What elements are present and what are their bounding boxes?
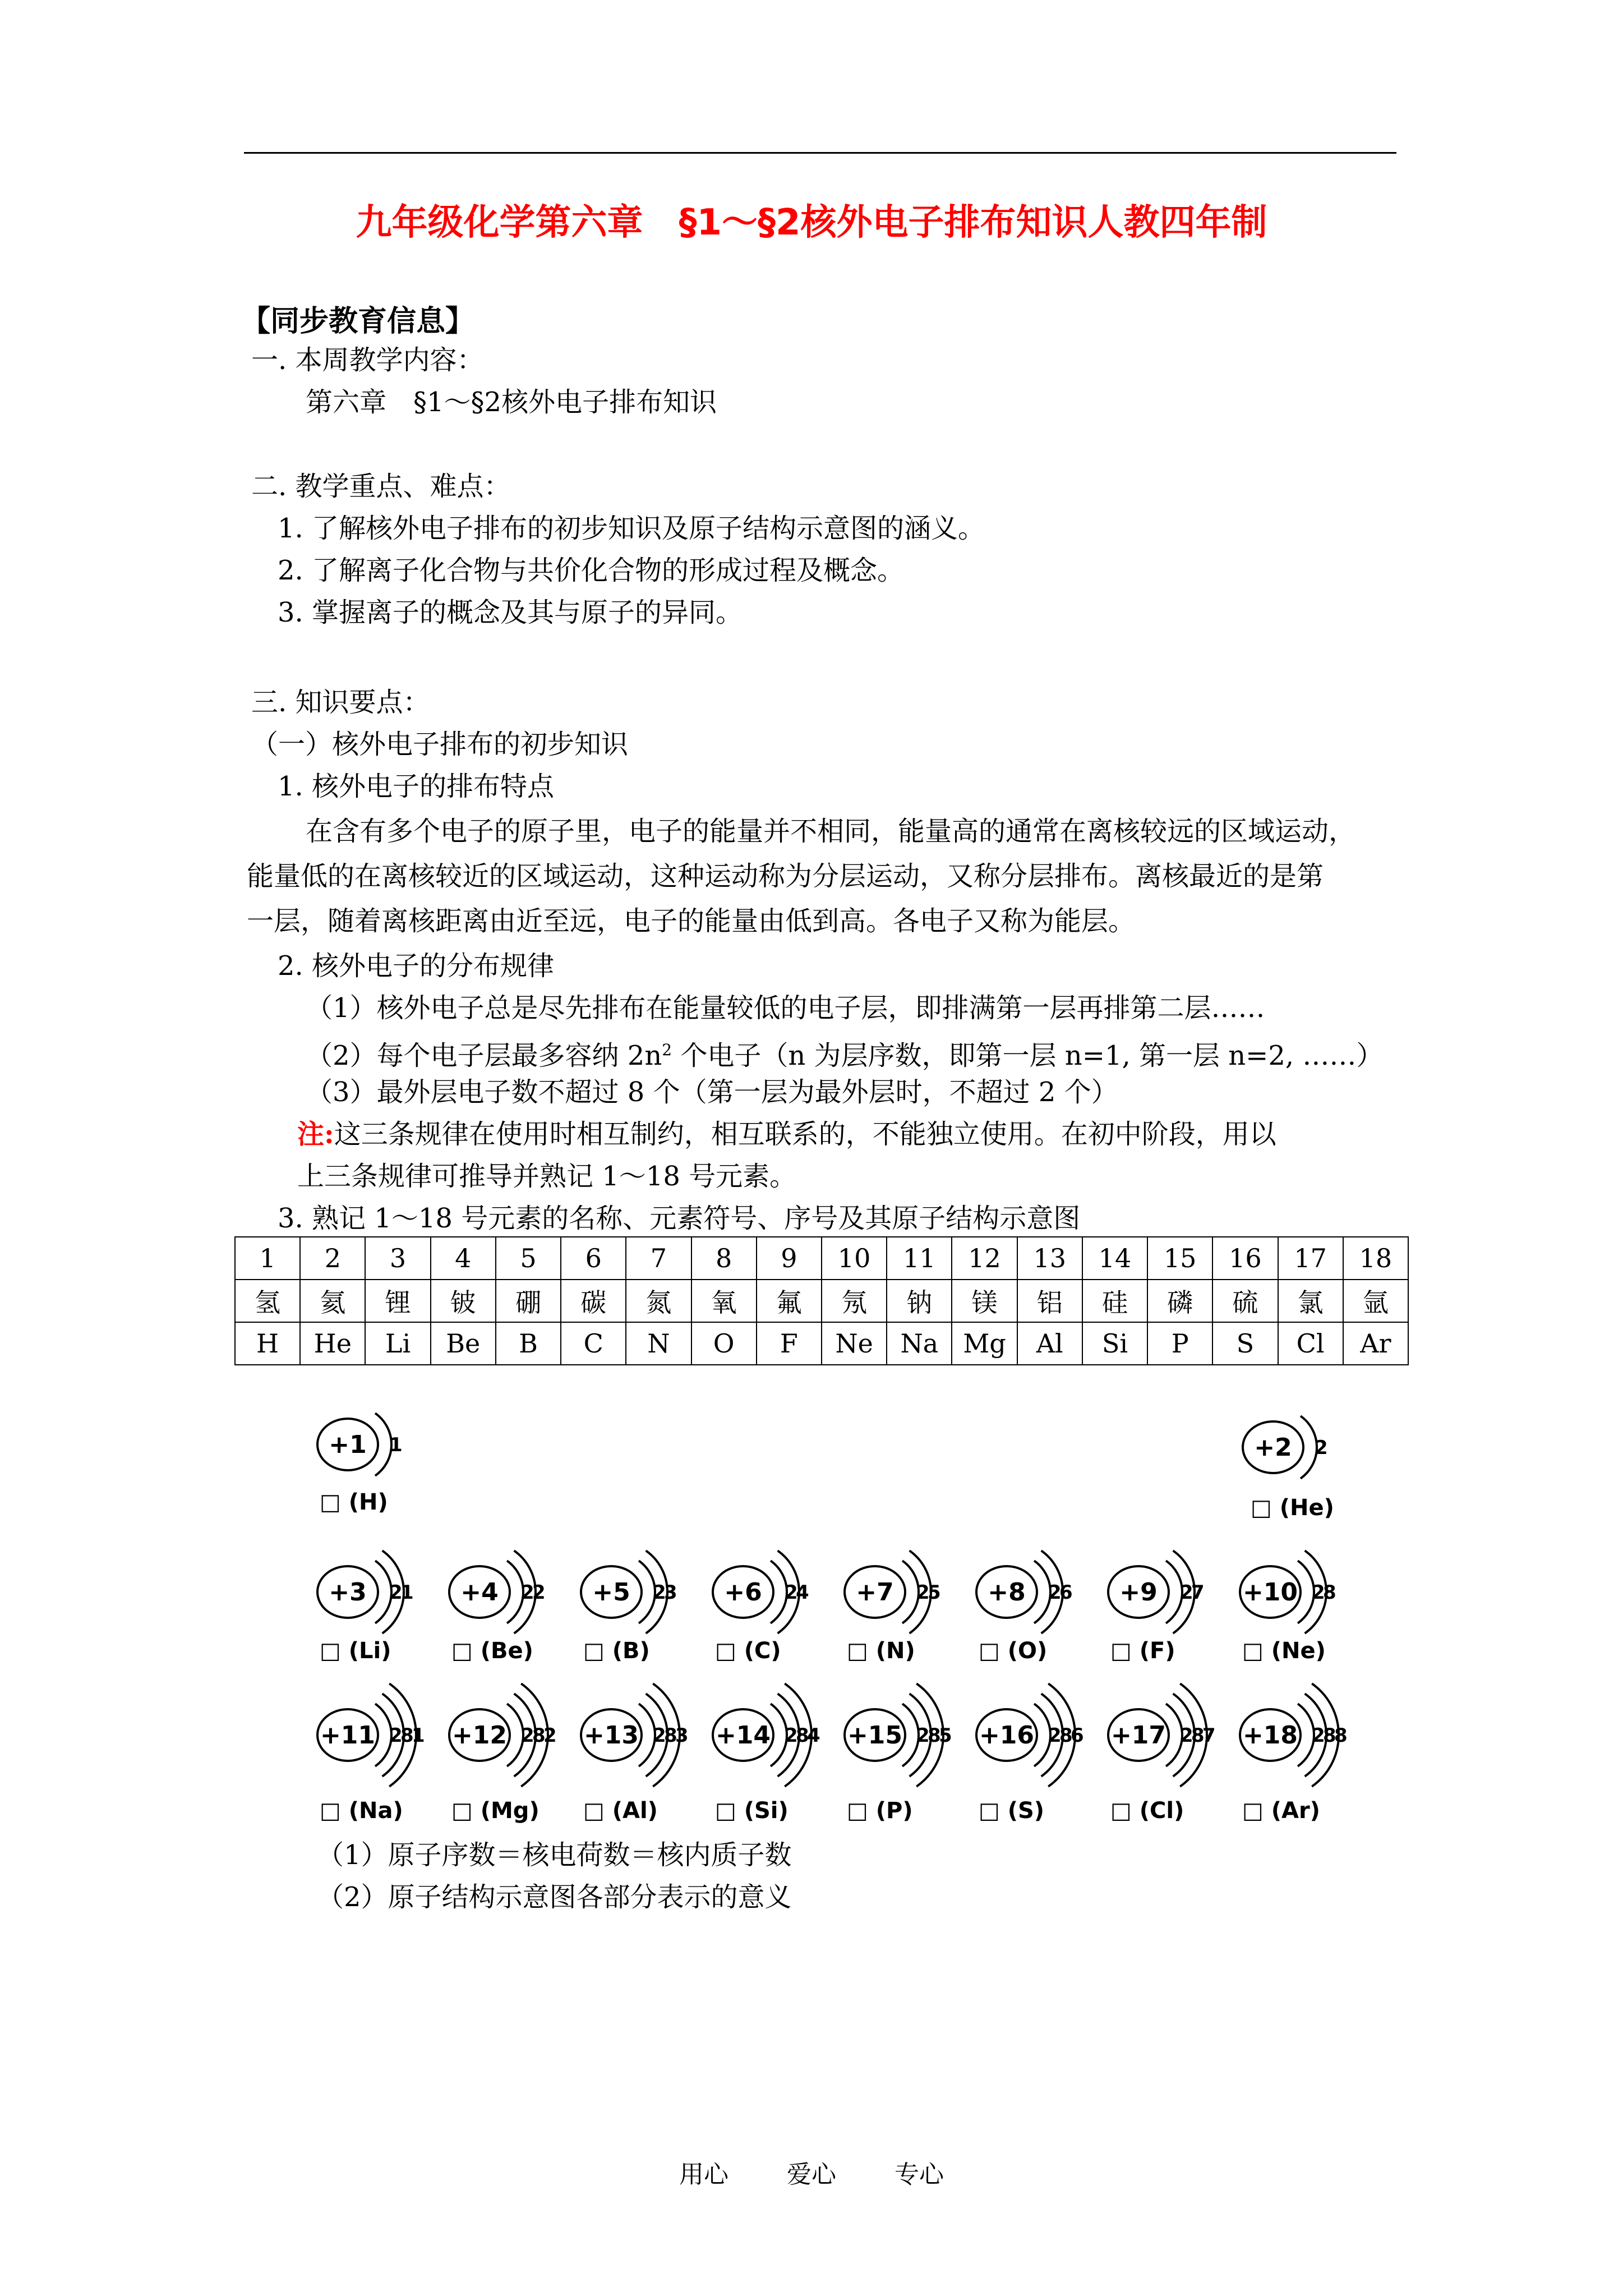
element-name-cell: 氟 [757, 1280, 822, 1322]
nucleus-charge: +14 [715, 1721, 771, 1750]
atom-caption: □ (Ar) [1242, 1798, 1320, 1824]
p1-line: 在含有多个电子的原子里，电子的能量并不相同，能量高的通常在离核较远的区域运动， [306, 816, 1356, 847]
shell-electron-count: 4 [807, 1724, 820, 1747]
electron-shell-arc [375, 1704, 391, 1766]
electron-shell-arc [1305, 1694, 1326, 1776]
element-number-cell: 16 [1212, 1237, 1278, 1280]
element-symbol-cell: B [496, 1322, 561, 1365]
element-symbol-cell: Li [365, 1322, 430, 1365]
electron-shell-arc [1166, 1704, 1182, 1766]
element-number-cell: 12 [952, 1237, 1017, 1280]
electron-shell-arc [1173, 1550, 1195, 1633]
shell-electron-count: 8 [1334, 1724, 1348, 1747]
p1-line: 一层，随着离核距离由近至远，电子的能量由低到高。各电子又称为能层。 [247, 905, 1136, 937]
conclusion-1: （1）原子序数＝核电荷数＝核内质子数 [317, 1839, 792, 1871]
note: 注:这三条规律在使用时相互制约，相互联系的，不能独立使用。在初中阶段，用以 [297, 1119, 1276, 1150]
electron-shell-arc [521, 1683, 548, 1786]
element-number-row [235, 1237, 1408, 1280]
element-symbol-cell: N [626, 1322, 691, 1365]
electron-shell-arc [514, 1550, 536, 1633]
nucleus-circle [1240, 1566, 1301, 1618]
shell-electron-count: 2 [785, 1724, 798, 1747]
nucleus-charge: +15 [847, 1721, 903, 1750]
element-number-cell: 1 [235, 1237, 300, 1280]
electron-shell-arc [382, 1550, 404, 1633]
atom-caption: □ (Cl) [1110, 1798, 1184, 1824]
electron-shell-arc [902, 1704, 919, 1766]
element-symbol-cell: Cl [1278, 1322, 1343, 1365]
electron-shell-arc [910, 1550, 931, 1633]
electron-shell-arc [653, 1683, 680, 1786]
atom-caption: □ (Si) [715, 1798, 789, 1824]
element-number-cell: 18 [1343, 1237, 1408, 1280]
shell-electron-count: 2 [1312, 1581, 1325, 1604]
atom-caption: □ (B) [583, 1638, 650, 1664]
electron-shell-arc [902, 1561, 919, 1623]
shell-electron-count: 2 [916, 1581, 930, 1604]
nucleus-charge: +18 [1242, 1721, 1298, 1750]
nucleus-circle [317, 1709, 378, 1761]
shell-electron-count: 2 [543, 1724, 557, 1747]
element-number-cell: 7 [626, 1237, 691, 1280]
nucleus-circle [976, 1566, 1037, 1618]
element-table [234, 1236, 1409, 1365]
atom-caption: □ (C) [715, 1638, 781, 1664]
electron-shell-arc [507, 1561, 523, 1623]
shell-electron-count: 2 [1180, 1724, 1193, 1747]
element-number-cell: 5 [496, 1237, 561, 1280]
p1-heading: 1. 核外电子的排布特点 [278, 771, 555, 802]
shell-electron-count: 8 [1059, 1724, 1073, 1747]
shell-electron-count: 8 [664, 1724, 677, 1747]
atom-caption: □ (Mg) [451, 1798, 540, 1824]
shell-electron-count: 6 [1071, 1724, 1084, 1747]
shell-electron-count: 1 [412, 1724, 425, 1747]
shell-electron-count: 2 [389, 1581, 403, 1604]
nucleus-charge: +11 [320, 1721, 376, 1750]
element-symbol-cell: Si [1082, 1322, 1147, 1365]
s2-item: 1. 了解核外电子排布的初步知识及原子结构示意图的涵义。 [278, 513, 985, 544]
shell-electron-count: 2 [1180, 1581, 1193, 1604]
electron-shell-arc [1298, 1561, 1314, 1623]
note-continued: 上三条规律可推导并熟记 1～18 号元素。 [297, 1161, 797, 1192]
element-name-cell: 锂 [365, 1280, 430, 1322]
element-symbol-cell: F [757, 1322, 822, 1365]
shell-electron-count: 3 [664, 1581, 677, 1604]
rule-3: （3）最外层电子数不超过 8 个（第一层为最外层时，不超过 2 个） [306, 1076, 1118, 1108]
element-name-cell: 硫 [1212, 1280, 1278, 1322]
element-name-cell: 磷 [1147, 1280, 1212, 1322]
electron-shell-arc [646, 1694, 667, 1776]
electron-shell-arc [639, 1561, 655, 1623]
atom-caption: □ (S) [979, 1798, 1045, 1824]
nucleus-charge: +10 [1242, 1578, 1298, 1607]
electron-shell-arc [1034, 1704, 1050, 1766]
shell-electron-count: 6 [1059, 1581, 1073, 1604]
element-name-cell: 氯 [1278, 1280, 1343, 1322]
shell-electron-count: 2 [1048, 1581, 1062, 1604]
element-number-cell: 9 [757, 1237, 822, 1280]
element-name-cell: 铍 [431, 1280, 496, 1322]
nucleus-circle [713, 1709, 773, 1761]
electron-shell-arc [1166, 1561, 1182, 1623]
electron-shell-arc [1048, 1683, 1075, 1786]
atom-caption: □ (F) [1110, 1638, 1175, 1664]
shell-electron-count: 2 [532, 1581, 546, 1604]
electron-shell-arc [1312, 1683, 1339, 1786]
nucleus-circle [1243, 1421, 1303, 1473]
electron-shell-arc [389, 1683, 416, 1786]
atom-caption: □ (Al) [583, 1798, 658, 1824]
shell-electron-count: 3 [675, 1724, 689, 1747]
s1-content: 第六章 §1～§2核外电子排布知识 [306, 386, 717, 418]
electron-shell-arc [1034, 1561, 1050, 1623]
shell-electron-count: 8 [400, 1724, 414, 1747]
element-name-cell: 氢 [235, 1280, 300, 1322]
shell-electron-count: 1 [400, 1581, 414, 1604]
element-name-cell: 氮 [626, 1280, 691, 1322]
nucleus-circle [449, 1709, 510, 1761]
element-symbol-cell: O [691, 1322, 757, 1365]
element-name-cell: 氩 [1343, 1280, 1408, 1322]
element-number-cell: 2 [300, 1237, 365, 1280]
element-number-cell: 15 [1147, 1237, 1212, 1280]
electron-shell-arc [916, 1683, 943, 1786]
atom-caption: □ (H) [320, 1489, 388, 1515]
section-header: 【同步教育信息】 [241, 305, 475, 338]
electron-shell-arc [910, 1694, 931, 1776]
element-symbol-cell: H [235, 1322, 300, 1365]
element-number-cell: 4 [431, 1237, 496, 1280]
s3-heading: 三. 知识要点： [251, 687, 430, 718]
page-footer: 用心 爱心 专心 [679, 2160, 944, 2189]
electron-shell-arc [1305, 1550, 1326, 1633]
p1-line: 能量低的在离核较近的区域运动，这种运动称为分层运动，又称分层排布。离核最近的是第 [247, 861, 1324, 892]
element-symbol-cell: Ar [1343, 1322, 1408, 1365]
electron-shell-arc [375, 1561, 391, 1623]
nucleus-circle [713, 1566, 773, 1618]
element-symbol-cell: Be [431, 1322, 496, 1365]
element-number-cell: 14 [1082, 1237, 1147, 1280]
nucleus-charge: +6 [724, 1578, 762, 1607]
element-name-cell: 氧 [691, 1280, 757, 1322]
element-symbol-row [235, 1322, 1408, 1365]
element-name-cell: 氦 [300, 1280, 365, 1322]
p2-heading: 2. 核外电子的分布规律 [278, 950, 555, 982]
nucleus-circle [581, 1566, 642, 1618]
nucleus-charge: +2 [1254, 1433, 1292, 1462]
shell-electron-count: 7 [1202, 1724, 1216, 1747]
shell-electron-count: 2 [916, 1724, 930, 1747]
element-number-cell: 6 [561, 1237, 626, 1280]
element-name-row [235, 1280, 1408, 1322]
nucleus-circle [976, 1709, 1037, 1761]
shell-electron-count: 2 [1048, 1724, 1062, 1747]
electron-shell-arc [778, 1694, 799, 1776]
electron-shell-arc [382, 1694, 404, 1776]
nucleus-charge: +13 [583, 1721, 639, 1750]
nucleus-circle [845, 1566, 905, 1618]
element-number-cell: 8 [691, 1237, 757, 1280]
p3-heading: 3. 熟记 1～18 号元素的名称、元素符号、序号及其原子结构示意图 [278, 1203, 1081, 1234]
shell-electron-count: 7 [1191, 1581, 1205, 1604]
shell-electron-count: 2 [389, 1724, 403, 1747]
nucleus-charge: +3 [329, 1578, 367, 1607]
nucleus-charge: +1 [329, 1430, 367, 1459]
atom-caption: □ (N) [847, 1638, 915, 1664]
s2-item: 3. 掌握离子的概念及其与原子的异同。 [278, 597, 743, 628]
electron-shell-arc [507, 1704, 523, 1766]
nucleus-charge: +17 [1110, 1721, 1166, 1750]
shell-electron-count: 1 [389, 1434, 403, 1456]
s1-heading: 一. 本周教学内容： [251, 344, 484, 376]
element-name-cell: 氖 [822, 1280, 887, 1322]
s2-item: 2. 了解离子化合物与共价化合物的形成过程及概念。 [278, 555, 905, 586]
electron-shell-arc [1173, 1694, 1195, 1776]
nucleus-charge: +9 [1119, 1578, 1158, 1607]
nucleus-circle [317, 1566, 378, 1618]
shell-electron-count: 2 [653, 1581, 666, 1604]
rule-1: （1）核外电子总是尽先排布在能量较低的电子层，即排满第一层再排第二层…… [306, 992, 1265, 1024]
atom-caption: □ (P) [847, 1798, 913, 1824]
element-name-cell: 碳 [561, 1280, 626, 1322]
electron-shell-arc [375, 1413, 391, 1475]
header-rule [244, 152, 1396, 154]
atom-caption: □ (Ne) [1242, 1638, 1326, 1664]
rule-2: （2）每个电子层最多容纳 $2n^2$ 个电子（n 为层序数，即第一层 n=1, 第一层 n=2, ……） [306, 1040, 1384, 1071]
element-symbol-cell: Ne [822, 1322, 887, 1365]
element-symbol-cell: Na [887, 1322, 952, 1365]
element-symbol-cell: C [561, 1322, 626, 1365]
shell-electron-count: 2 [653, 1724, 666, 1747]
page-title: 九年级化学第六章 §1～§2核外电子排布知识人教四年制 [356, 202, 1267, 243]
atom-caption: □ (O) [979, 1638, 1048, 1664]
element-number-cell: 13 [1017, 1237, 1082, 1280]
shell-electron-count: 8 [928, 1724, 941, 1747]
element-symbol-cell: Mg [952, 1322, 1017, 1365]
nucleus-circle [1108, 1709, 1169, 1761]
element-name-cell: 硅 [1082, 1280, 1147, 1322]
shell-electron-count: 8 [532, 1724, 546, 1747]
electron-shell-arc [1041, 1550, 1063, 1633]
shell-electron-count: 8 [796, 1724, 809, 1747]
shell-electron-count: 5 [939, 1724, 952, 1747]
element-symbol-cell: P [1147, 1322, 1212, 1365]
shell-electron-count: 8 [1323, 1724, 1336, 1747]
atom-caption: □ (Li) [320, 1638, 391, 1664]
element-number-cell: 3 [365, 1237, 430, 1280]
shell-electron-count: 2 [785, 1581, 798, 1604]
shell-electron-count: 2 [1315, 1437, 1328, 1459]
nucleus-charge: +7 [856, 1578, 894, 1607]
electron-shell-arc [646, 1550, 667, 1633]
shell-electron-count: 2 [521, 1724, 534, 1747]
nucleus-charge: +8 [988, 1578, 1026, 1607]
shell-electron-count: 8 [1323, 1581, 1336, 1604]
element-name-cell: 镁 [952, 1280, 1017, 1322]
s2-heading: 二. 教学重点、难点： [251, 471, 511, 502]
electron-shell-arc [771, 1561, 787, 1623]
electron-shell-arc [639, 1704, 655, 1766]
element-number-cell: 17 [1278, 1237, 1343, 1280]
electron-shell-arc [1180, 1683, 1207, 1786]
nucleus-circle [1108, 1566, 1169, 1618]
nucleus-circle [449, 1566, 510, 1618]
nucleus-charge: +16 [979, 1721, 1035, 1750]
nucleus-charge: +4 [460, 1578, 499, 1607]
conclusion-2: （2）原子结构示意图各部分表示的意义 [317, 1881, 792, 1913]
nucleus-circle [317, 1419, 378, 1470]
nucleus-charge: +5 [592, 1578, 630, 1607]
nucleus-circle [1240, 1709, 1301, 1761]
atom-caption: □ (Na) [320, 1798, 403, 1824]
shell-electron-count: 8 [1191, 1724, 1205, 1747]
element-number-cell: 11 [887, 1237, 952, 1280]
electron-shell-arc [1298, 1704, 1314, 1766]
shell-electron-count: 4 [796, 1581, 809, 1604]
atom-caption: □ (He) [1251, 1495, 1334, 1521]
note-label: 注: [297, 1119, 334, 1150]
nucleus-circle [581, 1709, 642, 1761]
element-number-cell: 10 [822, 1237, 887, 1280]
element-name-cell: 钠 [887, 1280, 952, 1322]
element-symbol-cell: Al [1017, 1322, 1082, 1365]
electron-shell-arc [785, 1683, 811, 1786]
s3-subheading: （一）核外电子排布的初步知识 [251, 729, 629, 760]
electron-shell-arc [1041, 1694, 1063, 1776]
nucleus-circle [845, 1709, 905, 1761]
element-symbol-cell: He [300, 1322, 365, 1365]
element-name-cell: 铝 [1017, 1280, 1082, 1322]
element-symbol-cell: S [1212, 1322, 1278, 1365]
shell-electron-count: 5 [928, 1581, 941, 1604]
electron-shell-arc [771, 1704, 787, 1766]
electron-shell-arc [514, 1694, 536, 1776]
electron-shell-arc [1301, 1416, 1317, 1478]
element-name-cell: 硼 [496, 1280, 561, 1322]
nucleus-charge: +12 [451, 1721, 508, 1750]
shell-electron-count: 2 [1312, 1724, 1325, 1747]
shell-electron-count: 2 [521, 1581, 534, 1604]
electron-shell-arc [778, 1550, 799, 1633]
atom-caption: □ (Be) [451, 1638, 533, 1664]
